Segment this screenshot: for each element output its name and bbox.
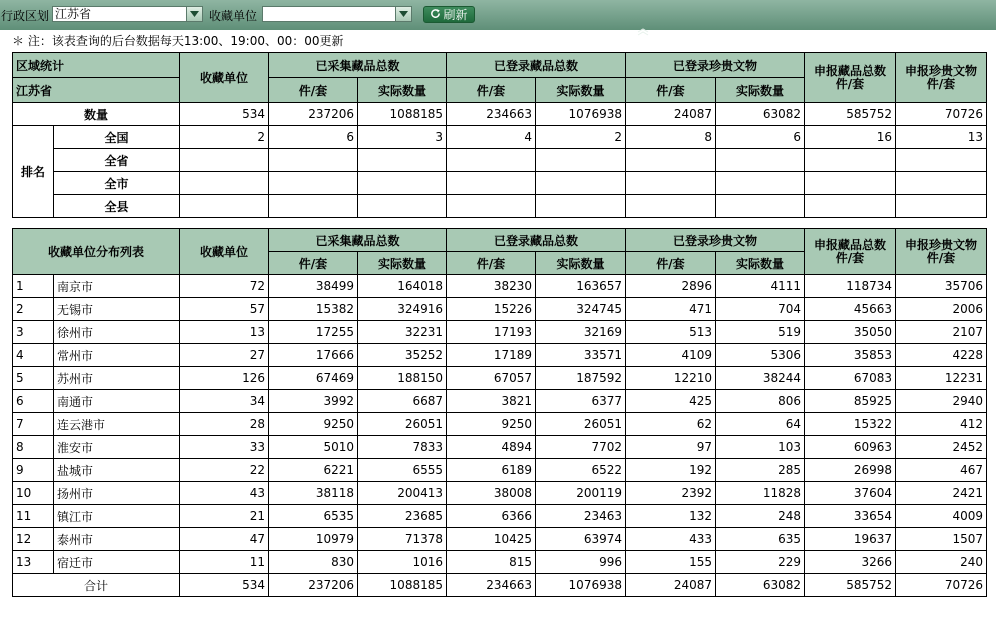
table-cell: 63974 <box>536 528 626 551</box>
sub-actual: 实际数量 <box>358 252 447 275</box>
rank-cell <box>536 172 626 195</box>
col-collected: 已采集藏品总数 <box>269 229 447 252</box>
table-cell: 2107 <box>896 321 987 344</box>
quantity-label: 数量 <box>13 103 180 126</box>
rank-cell <box>896 195 987 218</box>
rank-cell <box>358 195 447 218</box>
table-row <box>13 367 987 390</box>
table-cell: 47 <box>180 528 269 551</box>
table-cell: 38244 <box>716 367 805 390</box>
rank-cell <box>536 149 626 172</box>
table-cell: 10425 <box>447 528 536 551</box>
table-cell: 1016 <box>358 551 447 574</box>
sub-pieces: 件/套 <box>269 78 358 103</box>
rank-cell <box>805 172 896 195</box>
table-cell: 5306 <box>716 344 805 367</box>
table-cell: 15322 <box>805 413 896 436</box>
rank-cell <box>626 195 716 218</box>
city-name: 徐州市 <box>54 321 180 344</box>
table-cell: 4009 <box>896 505 987 528</box>
region-select[interactable] <box>52 6 203 22</box>
table-cell: 830 <box>269 551 358 574</box>
city-name: 盐城市 <box>54 459 180 482</box>
total-cell: 70726 <box>896 574 987 597</box>
refresh-button[interactable] <box>423 6 475 23</box>
table-cell: 324745 <box>536 298 626 321</box>
distribution-rows <box>13 275 987 574</box>
rank-scope-label: 全国 <box>54 126 180 149</box>
table-cell: 6366 <box>447 505 536 528</box>
table-cell: 996 <box>536 551 626 574</box>
table-cell: 248 <box>716 505 805 528</box>
rank-cell: 6 <box>716 126 805 149</box>
row-number: 10 <box>13 482 54 505</box>
rank-cell <box>805 149 896 172</box>
table-cell: 6535 <box>269 505 358 528</box>
rank-label: 排名 <box>13 126 54 218</box>
table-cell: 62 <box>626 413 716 436</box>
table-cell: 815 <box>447 551 536 574</box>
table-row <box>13 551 987 574</box>
rank-cell <box>716 172 805 195</box>
table-cell: 5010 <box>269 436 358 459</box>
row-number: 11 <box>13 505 54 528</box>
table-cell: 32231 <box>358 321 447 344</box>
region-name: 江苏省 <box>13 78 180 103</box>
table-cell: 519 <box>716 321 805 344</box>
table-cell: 57 <box>180 298 269 321</box>
table-cell: 200119 <box>536 482 626 505</box>
total-cell: 237206 <box>269 574 358 597</box>
table-cell: 324916 <box>358 298 447 321</box>
table-row <box>13 436 987 459</box>
col-unit: 收藏单位 <box>180 53 269 103</box>
total-row <box>13 574 987 597</box>
city-name: 无锡市 <box>54 298 180 321</box>
quantity-row <box>13 103 987 126</box>
table-cell: 33 <box>180 436 269 459</box>
rank-cell <box>180 195 269 218</box>
table-cell: 1507 <box>896 528 987 551</box>
table-cell: 22 <box>180 459 269 482</box>
table-cell: 38230 <box>447 275 536 298</box>
table-cell: 635 <box>716 528 805 551</box>
rank-scope-label: 全县 <box>54 195 180 218</box>
table-cell: 26051 <box>536 413 626 436</box>
row-number: 2 <box>13 298 54 321</box>
table-cell: 4228 <box>896 344 987 367</box>
col-report-precious: 申报珍贵文物件/套 <box>896 229 987 275</box>
chevron-down-icon[interactable] <box>186 7 202 21</box>
rank-cell <box>716 195 805 218</box>
row-number: 12 <box>13 528 54 551</box>
table-cell: 35706 <box>896 275 987 298</box>
sub-pieces: 件/套 <box>269 252 358 275</box>
col-report-total: 申报藏品总数件/套 <box>805 229 896 275</box>
table-cell: 6377 <box>536 390 626 413</box>
city-name: 宿迁市 <box>54 551 180 574</box>
table-cell: 2421 <box>896 482 987 505</box>
table-cell: 35050 <box>805 321 896 344</box>
col-unit: 收藏单位 <box>180 229 269 275</box>
table-cell: 9250 <box>447 413 536 436</box>
table-cell: 6555 <box>358 459 447 482</box>
table-cell: 67057 <box>447 367 536 390</box>
table-cell: 118734 <box>805 275 896 298</box>
total-cell: 1088185 <box>358 574 447 597</box>
sub-actual: 实际数量 <box>536 252 626 275</box>
rank-cell <box>447 195 536 218</box>
table-cell: 21 <box>180 505 269 528</box>
sub-pieces: 件/套 <box>626 252 716 275</box>
table-cell: 425 <box>626 390 716 413</box>
rank-cell <box>447 172 536 195</box>
table-cell: 704 <box>716 298 805 321</box>
refresh-label: 刷新 <box>443 8 468 22</box>
table-cell: 285 <box>716 459 805 482</box>
rank-row <box>13 126 987 149</box>
table-cell: 4111 <box>716 275 805 298</box>
table-cell: 33654 <box>805 505 896 528</box>
table-cell: 67469 <box>269 367 358 390</box>
region-stat-label: 区域统计 <box>13 53 180 78</box>
city-name: 扬州市 <box>54 482 180 505</box>
rank-cell: 8 <box>626 126 716 149</box>
quantity-cell: 70726 <box>896 103 987 126</box>
table-cell: 19637 <box>805 528 896 551</box>
quantity-cell: 237206 <box>269 103 358 126</box>
table-cell: 15226 <box>447 298 536 321</box>
col-precious: 已登录珍贵文物 <box>626 53 805 78</box>
row-number: 4 <box>13 344 54 367</box>
col-registered: 已登录藏品总数 <box>447 229 626 252</box>
table-cell: 64 <box>716 413 805 436</box>
table-cell: 3821 <box>447 390 536 413</box>
rank-cell <box>447 149 536 172</box>
table-cell: 38499 <box>269 275 358 298</box>
city-name: 连云港市 <box>54 413 180 436</box>
table-cell: 38118 <box>269 482 358 505</box>
row-number: 5 <box>13 367 54 390</box>
row-number: 7 <box>13 413 54 436</box>
quantity-cell: 234663 <box>447 103 536 126</box>
chevron-down-icon[interactable] <box>395 7 411 21</box>
rank-cell <box>805 195 896 218</box>
table-cell: 412 <box>896 413 987 436</box>
table-cell: 71378 <box>358 528 447 551</box>
toolbar <box>0 0 996 30</box>
city-name: 苏州市 <box>54 367 180 390</box>
total-cell: 534 <box>180 574 269 597</box>
refresh-icon <box>430 8 441 22</box>
city-name: 镇江市 <box>54 505 180 528</box>
total-cell: 1076938 <box>536 574 626 597</box>
table-row <box>13 459 987 482</box>
col-report-total: 申报藏品总数件/套 <box>805 53 896 103</box>
table-row <box>13 321 987 344</box>
table-cell: 2452 <box>896 436 987 459</box>
col-precious: 已登录珍贵文物 <box>626 229 805 252</box>
table-cell: 11 <box>180 551 269 574</box>
sub-pieces: 件/套 <box>626 78 716 103</box>
table-cell: 2392 <box>626 482 716 505</box>
table-cell: 15382 <box>269 298 358 321</box>
rank-cell <box>896 149 987 172</box>
sub-pieces: 件/套 <box>447 78 536 103</box>
table-cell: 33571 <box>536 344 626 367</box>
table-cell: 192 <box>626 459 716 482</box>
table-row <box>13 298 987 321</box>
table-cell: 6189 <box>447 459 536 482</box>
sub-actual: 实际数量 <box>358 78 447 103</box>
table-cell: 26051 <box>358 413 447 436</box>
table-cell: 164018 <box>358 275 447 298</box>
rank-scope-label: 全市 <box>54 172 180 195</box>
table-cell: 11828 <box>716 482 805 505</box>
table-cell: 28 <box>180 413 269 436</box>
table-cell: 2896 <box>626 275 716 298</box>
table-cell: 60963 <box>805 436 896 459</box>
row-number: 1 <box>13 275 54 298</box>
rank-cell: 4 <box>447 126 536 149</box>
rank-cell: 2 <box>180 126 269 149</box>
table-cell: 155 <box>626 551 716 574</box>
rank-cell: 6 <box>269 126 358 149</box>
summary-table <box>12 52 987 218</box>
table-cell: 7702 <box>536 436 626 459</box>
table-cell: 17666 <box>269 344 358 367</box>
row-number: 3 <box>13 321 54 344</box>
table-cell: 513 <box>626 321 716 344</box>
table-cell: 17255 <box>269 321 358 344</box>
table-cell: 13 <box>180 321 269 344</box>
city-name: 南京市 <box>54 275 180 298</box>
rank-cell <box>536 195 626 218</box>
table-cell: 6687 <box>358 390 447 413</box>
unit-select[interactable] <box>262 6 412 22</box>
table-cell: 17193 <box>447 321 536 344</box>
rank-cell <box>180 149 269 172</box>
table-cell: 187592 <box>536 367 626 390</box>
rank-cell <box>626 172 716 195</box>
table-cell: 4894 <box>447 436 536 459</box>
table-cell: 3266 <box>805 551 896 574</box>
table-cell: 45663 <box>805 298 896 321</box>
rank-cell: 3 <box>358 126 447 149</box>
table-row <box>13 505 987 528</box>
table-cell: 7833 <box>358 436 447 459</box>
quantity-cell: 24087 <box>626 103 716 126</box>
quantity-cell: 534 <box>180 103 269 126</box>
table-cell: 3992 <box>269 390 358 413</box>
city-name: 泰州市 <box>54 528 180 551</box>
rank-cell <box>269 172 358 195</box>
rank-cell <box>358 172 447 195</box>
sub-actual: 实际数量 <box>716 78 805 103</box>
rank-row <box>13 195 987 218</box>
table-cell: 6221 <box>269 459 358 482</box>
region-select-value: 江苏省 <box>55 7 92 21</box>
table-row <box>13 275 987 298</box>
table-cell: 12210 <box>626 367 716 390</box>
table-cell: 126 <box>180 367 269 390</box>
table-cell: 27 <box>180 344 269 367</box>
table-cell: 23463 <box>536 505 626 528</box>
total-cell: 585752 <box>805 574 896 597</box>
total-cell: 63082 <box>716 574 805 597</box>
rank-scope-label: 全省 <box>54 149 180 172</box>
sub-actual: 实际数量 <box>716 252 805 275</box>
table-cell: 200413 <box>358 482 447 505</box>
table-cell: 240 <box>896 551 987 574</box>
row-number: 13 <box>13 551 54 574</box>
city-name: 常州市 <box>54 344 180 367</box>
table-cell: 4109 <box>626 344 716 367</box>
table-cell: 72 <box>180 275 269 298</box>
table-row <box>13 528 987 551</box>
table-row <box>13 413 987 436</box>
table-cell: 67083 <box>805 367 896 390</box>
row-number: 8 <box>13 436 54 459</box>
table-cell: 85925 <box>805 390 896 413</box>
table-cell: 163657 <box>536 275 626 298</box>
distribution-title: 收藏单位分布列表 <box>13 229 180 275</box>
rank-cell <box>269 149 358 172</box>
table-cell: 37604 <box>805 482 896 505</box>
table-cell: 17189 <box>447 344 536 367</box>
col-registered: 已登录藏品总数 <box>447 53 626 78</box>
col-report-precious: 申报珍贵文物件/套 <box>896 53 987 103</box>
table-cell: 2006 <box>896 298 987 321</box>
table-cell: 97 <box>626 436 716 459</box>
rank-cell: 2 <box>536 126 626 149</box>
table-cell: 12231 <box>896 367 987 390</box>
total-label: 合计 <box>13 574 180 597</box>
quantity-cell: 1088185 <box>358 103 447 126</box>
rank-cell <box>626 149 716 172</box>
table-cell: 23685 <box>358 505 447 528</box>
quantity-cell: 63082 <box>716 103 805 126</box>
city-name: 淮安市 <box>54 436 180 459</box>
table-row <box>13 390 987 413</box>
update-note: ＊ 注：该表查询的后台数据每天13:00、19:00、00：00更新 <box>12 34 344 48</box>
table-cell: 471 <box>626 298 716 321</box>
table-cell: 806 <box>716 390 805 413</box>
rank-cell <box>358 149 447 172</box>
sub-pieces: 件/套 <box>447 252 536 275</box>
rank-cell <box>269 195 358 218</box>
table-cell: 35252 <box>358 344 447 367</box>
rank-cell <box>716 149 805 172</box>
table-cell: 26998 <box>805 459 896 482</box>
rank-cell <box>896 172 987 195</box>
collapse-icon[interactable] <box>636 28 650 36</box>
col-collected: 已采集藏品总数 <box>269 53 447 78</box>
table-cell: 38008 <box>447 482 536 505</box>
table-cell: 10979 <box>269 528 358 551</box>
table-cell: 433 <box>626 528 716 551</box>
total-cell: 234663 <box>447 574 536 597</box>
table-cell: 9250 <box>269 413 358 436</box>
rank-row <box>13 149 987 172</box>
table-cell: 467 <box>896 459 987 482</box>
table-cell: 6522 <box>536 459 626 482</box>
table-cell: 132 <box>626 505 716 528</box>
row-number: 9 <box>13 459 54 482</box>
table-cell: 103 <box>716 436 805 459</box>
rank-cell: 13 <box>896 126 987 149</box>
table-row <box>13 482 987 505</box>
table-cell: 2940 <box>896 390 987 413</box>
unit-label: 收藏单位 <box>209 9 258 23</box>
region-label: 行政区划 <box>1 9 50 23</box>
table-cell: 229 <box>716 551 805 574</box>
rank-cell: 16 <box>805 126 896 149</box>
rank-row <box>13 172 987 195</box>
table-cell: 35853 <box>805 344 896 367</box>
table-row <box>13 344 987 367</box>
row-number: 6 <box>13 390 54 413</box>
sub-actual: 实际数量 <box>536 78 626 103</box>
table-cell: 188150 <box>358 367 447 390</box>
distribution-table <box>12 228 987 597</box>
table-cell: 32169 <box>536 321 626 344</box>
rank-cell <box>180 172 269 195</box>
total-cell: 24087 <box>626 574 716 597</box>
table-cell: 43 <box>180 482 269 505</box>
table-cell: 34 <box>180 390 269 413</box>
city-name: 南通市 <box>54 390 180 413</box>
quantity-cell: 1076938 <box>536 103 626 126</box>
quantity-cell: 585752 <box>805 103 896 126</box>
